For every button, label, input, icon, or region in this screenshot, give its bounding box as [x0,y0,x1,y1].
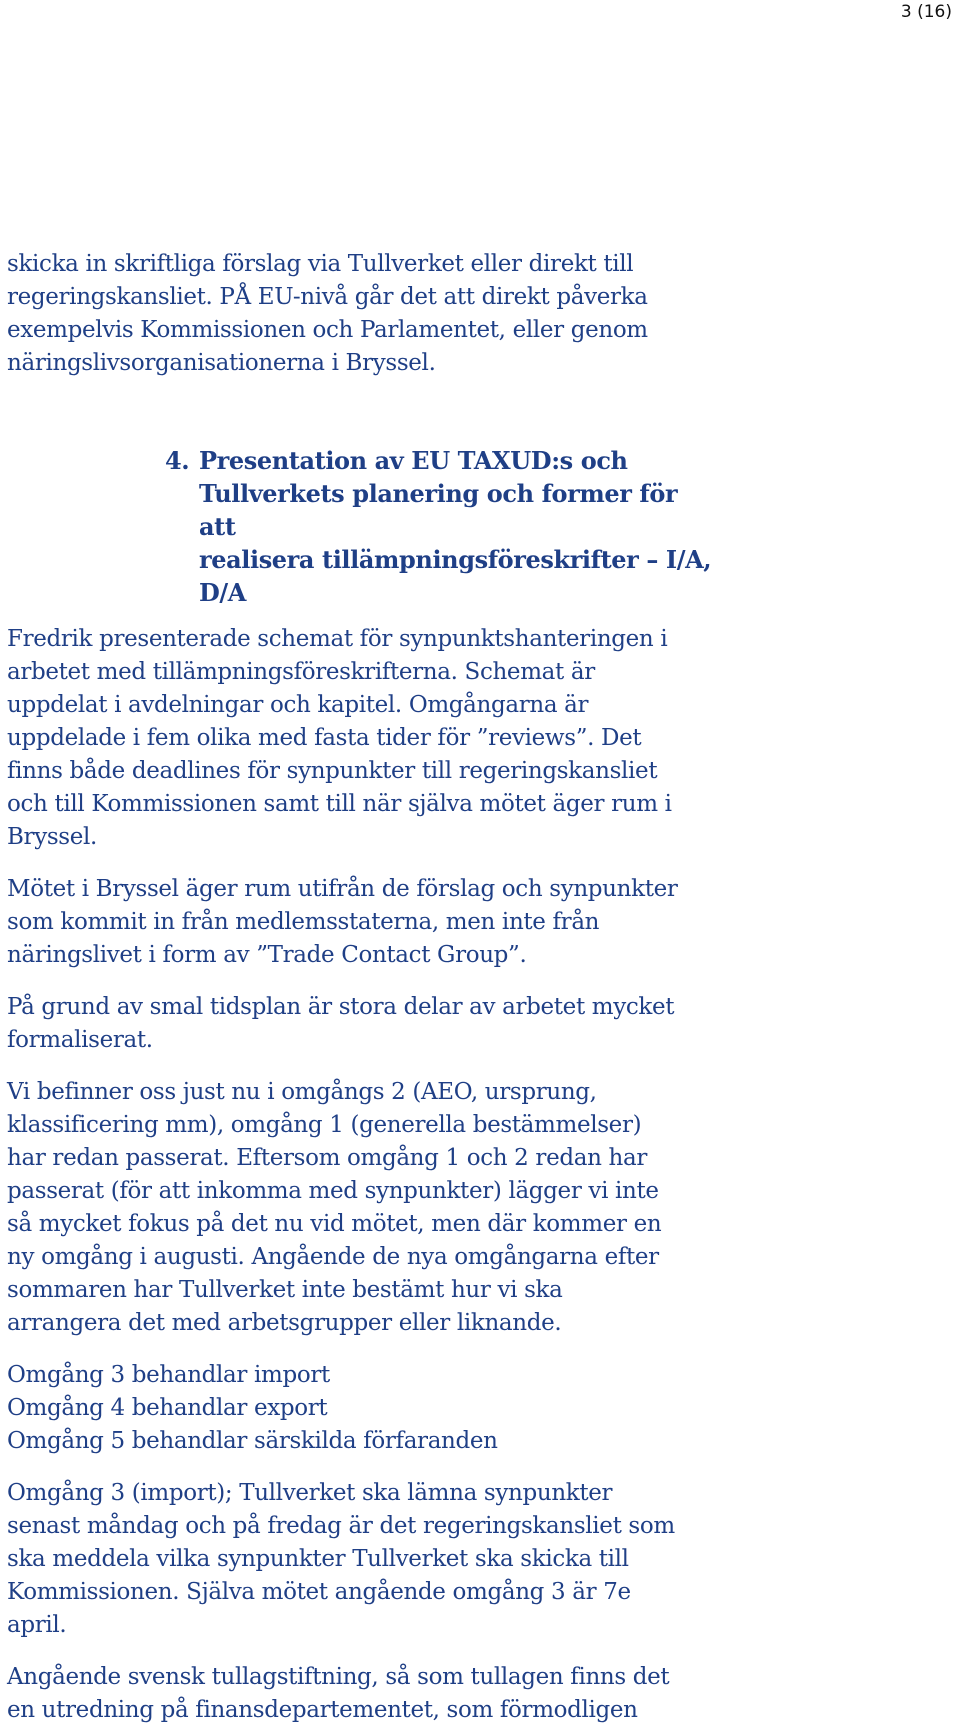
paragraph-line: Fredrik presenterade schemat för synpunktshanteringen i [7,626,668,652]
document-content [7,248,717,1727]
paragraph-line: senast måndag och på fredag är det regeringskansliet som [7,1513,675,1539]
intro-line: regeringskansliet. PÅ EU-nivå går det att direkt påverka [7,284,648,310]
paragraph-line: så mycket fokus på det nu vid mötet, men där kommer en [7,1211,662,1237]
paragraph-line: näringslivet i form av ”Trade Contact Group”. [7,942,527,968]
paragraph-round-three [7,1477,717,1642]
round-list [7,1359,717,1458]
section-title [199,444,717,609]
section-title-line: Tullverkets planering och former för att [199,479,678,541]
paragraph-line: Vi befinner oss just nu i omgångs 2 (AEO, ursprung, [7,1079,597,1105]
paragraph-schedule [7,623,717,854]
paragraph-line: ska meddela vilka synpunkter Tullverket ska skicka till [7,1546,629,1572]
section-number: 4. [165,446,190,475]
paragraph-line: som kommit in från medlemsstaterna, men inte från [7,909,600,935]
paragraph-line: arrangera det med arbetsgrupper eller liknande. [7,1310,562,1336]
round-item: Omgång 4 behandlar export [7,1395,328,1421]
intro-line: näringslivsorganisationerna i Bryssel. [7,350,436,376]
section-heading [7,444,717,609]
section-title-line: Presentation av EU TAXUD:s och [199,446,628,475]
paragraph-line: formaliserat. [7,1027,153,1053]
intro-line: skicka in skriftliga förslag via Tullverket eller direkt till [7,251,634,277]
paragraph-meeting [7,873,717,972]
round-item: Omgång 3 behandlar import [7,1362,330,1388]
paragraph-line: passerat (för att inkomma med synpunkter) lägger vi inte [7,1178,659,1204]
paragraph-line: en utredning på finansdepartementet, som förmodligen [7,1697,638,1723]
round-item: Omgång 5 behandlar särskilda förfaranden [7,1428,498,1454]
paragraph-line: Kommissionen. Själva mötet angående omgång 3 är 7e [7,1579,631,1605]
paragraph-line: och till Kommissionen samt till när själva mötet äger rum i [7,791,672,817]
intro-line: exempelvis Kommissionen och Parlamentet, eller genom [7,317,648,343]
section-title-line: realisera tillämpningsföreskrifter – I/A, [199,545,712,574]
paragraph-legislation [7,1661,717,1727]
paragraph-line: Mötet i Bryssel äger rum utifrån de förslag och synpunkter [7,876,678,902]
paragraph-line: har redan passerat. Eftersom omgång 1 och 2 redan har [7,1145,647,1171]
paragraph-line: uppdelade i fem olika med fasta tider för ”reviews”. Det [7,725,642,751]
intro-paragraph [7,248,717,380]
paragraph-line: Angående svensk tullagstiftning, så som tullagen finns det [7,1664,670,1690]
paragraph-line: april. [7,1612,67,1638]
paragraph-line: På grund av smal tidsplan är stora delar av arbetet mycket [7,994,675,1020]
paragraph-line: ny omgång i augusti. Angående de nya omgångarna efter [7,1244,659,1270]
paragraph-line: finns både deadlines för synpunkter till regeringskansliet [7,758,658,784]
paragraph-line: Omgång 3 (import); Tullverket ska lämna synpunkter [7,1480,613,1506]
section-title-line: D/A [199,578,246,607]
paragraph-timeplan [7,991,717,1057]
paragraph-line: sommaren har Tullverket inte bestämt hur vi ska [7,1277,563,1303]
page-number: 3 (16) [900,2,952,22]
paragraph-line: Bryssel. [7,824,97,850]
paragraph-current-round [7,1076,717,1340]
paragraph-line: arbetet med tillämpningsföreskrifterna. Schemat är [7,659,595,685]
paragraph-line: uppdelat i avdelningar och kapitel. Omgångarna är [7,692,589,718]
paragraph-line: klassificering mm), omgång 1 (generella bestämmelser) [7,1112,642,1138]
